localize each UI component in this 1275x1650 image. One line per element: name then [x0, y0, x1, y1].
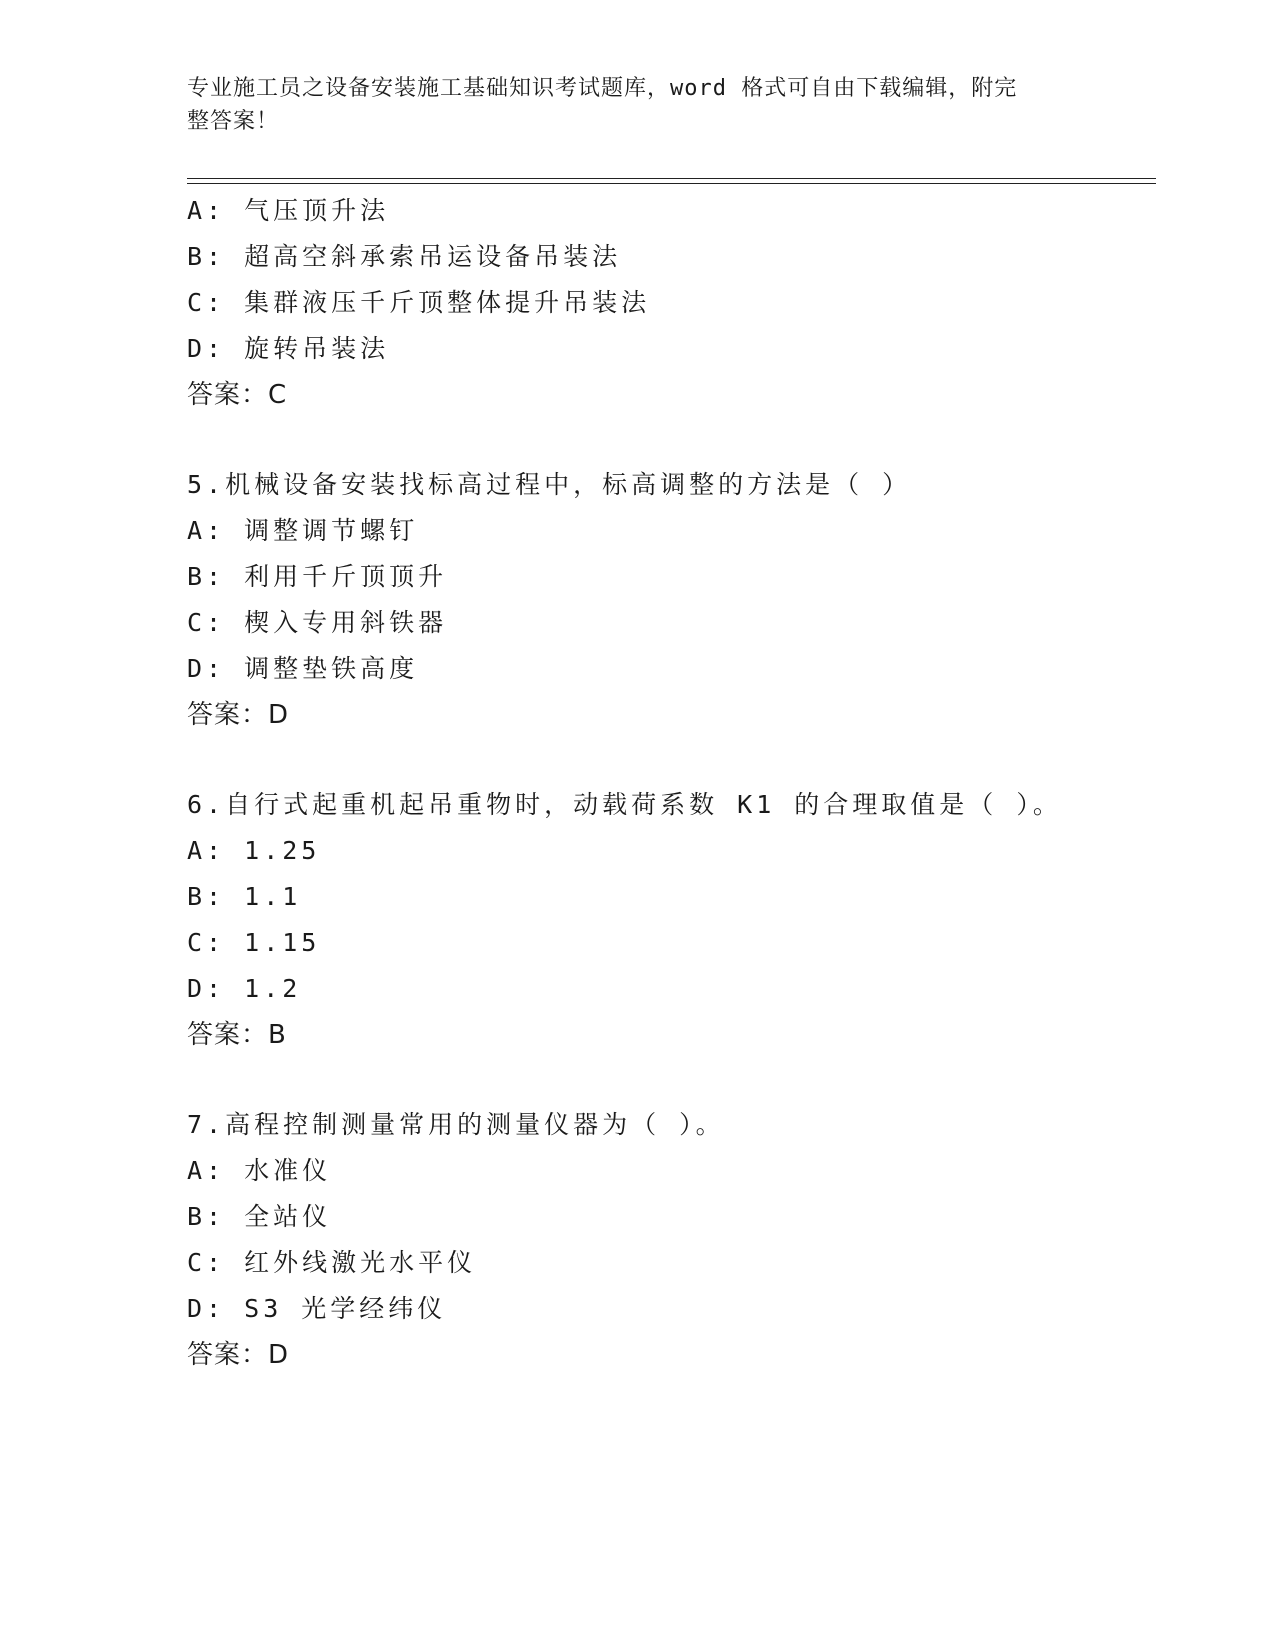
document-header — [187, 72, 1067, 138]
spacer — [187, 418, 1167, 462]
option-c: C: 红外线激光水平仪 — [187, 1248, 477, 1277]
question-block-5 — [187, 462, 1167, 738]
header-line-1: 专业施工员之设备安装施工基础知识考试题库，word 格式可自由下载编辑，附完 — [187, 76, 1018, 101]
question-text: 7.高程控制测量常用的测量仪器为（ ）。 — [187, 1110, 725, 1139]
question-block-6 — [187, 782, 1167, 1058]
option-c: C: 楔入专用斜铁器 — [187, 608, 448, 637]
option-c: C: 1.15 — [187, 928, 321, 957]
spacer — [187, 1058, 1167, 1102]
option-d: D: 调整垫铁高度 — [187, 654, 419, 683]
option-a: A: 调整调节螺钉 — [187, 516, 419, 545]
question-block-4 — [187, 188, 1167, 418]
question-block-7 — [187, 1102, 1167, 1378]
option-b: B: 利用千斤顶顶升 — [187, 562, 448, 591]
question-text: 6.自行式起重机起吊重物时，动载荷系数 K1 的合理取值是（ ）。 — [187, 790, 1062, 819]
option-a: A: 1.25 — [187, 836, 321, 865]
answer-line: 答案：D — [187, 1340, 290, 1370]
option-a: A: 水准仪 — [187, 1156, 332, 1185]
answer-line: 答案：B — [187, 1020, 287, 1050]
question-list — [187, 188, 1167, 1378]
header-divider-bottom — [187, 183, 1156, 184]
question-text: 5.机械设备安装找标高过程中，标高调整的方法是（ ） — [187, 470, 912, 499]
option-b: B: 全站仪 — [187, 1202, 332, 1231]
option-a: A: 气压顶升法 — [187, 196, 390, 225]
option-d: D: S3 光学经纬仪 — [187, 1294, 447, 1323]
spacer — [187, 738, 1167, 782]
header-line-2: 整答案！ — [187, 109, 280, 134]
answer-line: 答案：D — [187, 700, 290, 730]
option-c: C: 集群液压千斤顶整体提升吊装法 — [187, 288, 651, 317]
header-divider-top — [187, 178, 1156, 179]
option-d: D: 1.2 — [187, 974, 302, 1003]
answer-line: 答案：C — [187, 380, 288, 410]
option-b: B: 超高空斜承索吊运设备吊装法 — [187, 242, 622, 271]
option-d: D: 旋转吊装法 — [187, 334, 390, 363]
option-b: B: 1.1 — [187, 882, 302, 911]
